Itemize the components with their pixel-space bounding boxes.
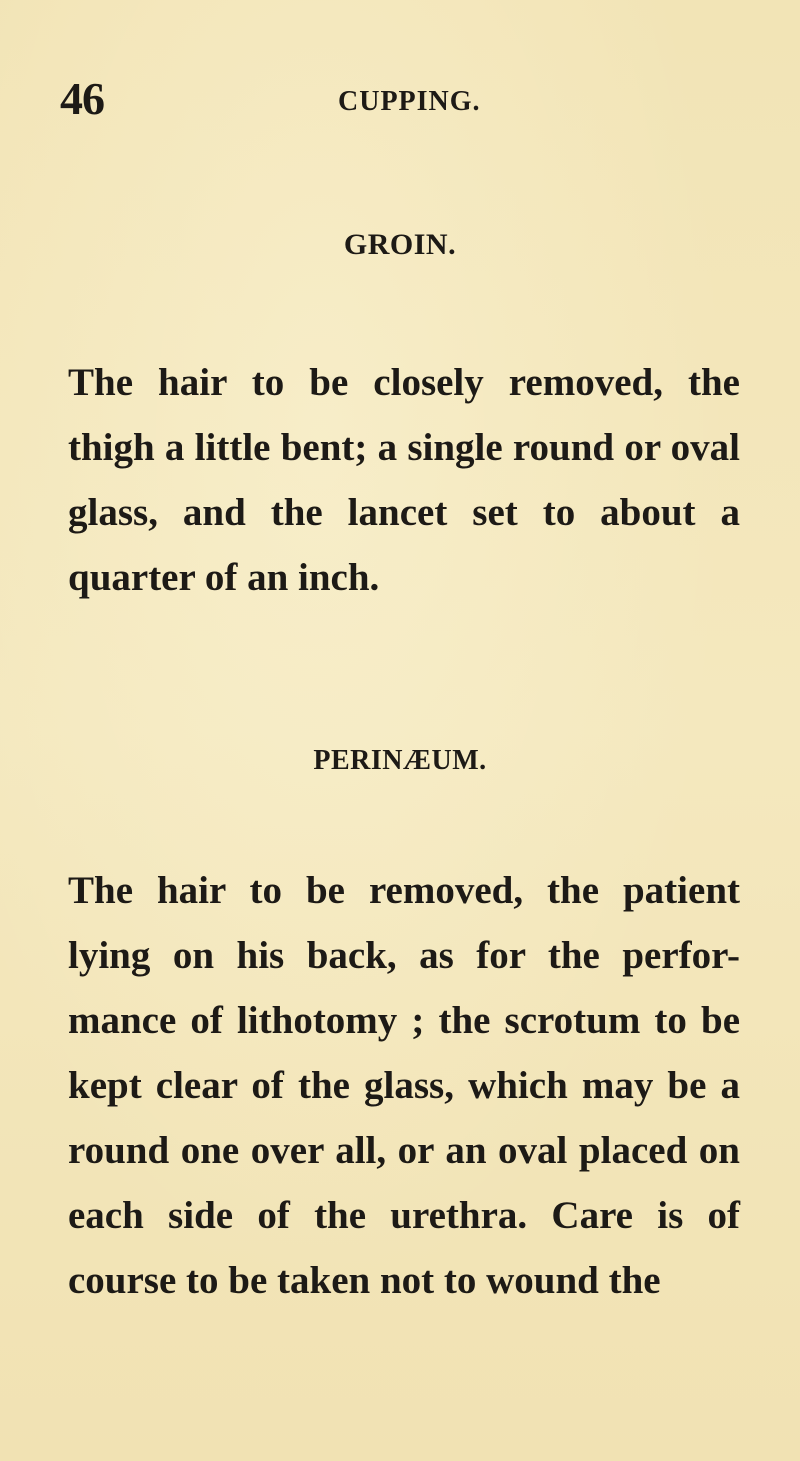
- paragraph-groin: The hair to be closely removed, the thigh a little bent; a single round or oval glass, and the lancet set to about a quarter of an inch.: [68, 361, 740, 599]
- page-number: 46: [60, 73, 104, 124]
- running-head: [60, 60, 760, 124]
- section-heading-perinaeum: PERINÆUM.: [313, 745, 487, 776]
- running-title: CUPPING.: [338, 86, 481, 117]
- paragraph-perinaeum: The hair to be removed, the patient lying on his back, as for the perfor-mance of lithotomy ; the scrotum to be kept clear of the glass, which may be a round one over all, or an oval placed on each side of the urethra. Care is of course to be taken not to wound the: [68, 869, 740, 1302]
- section-heading-groin: GROIN.: [343, 228, 457, 261]
